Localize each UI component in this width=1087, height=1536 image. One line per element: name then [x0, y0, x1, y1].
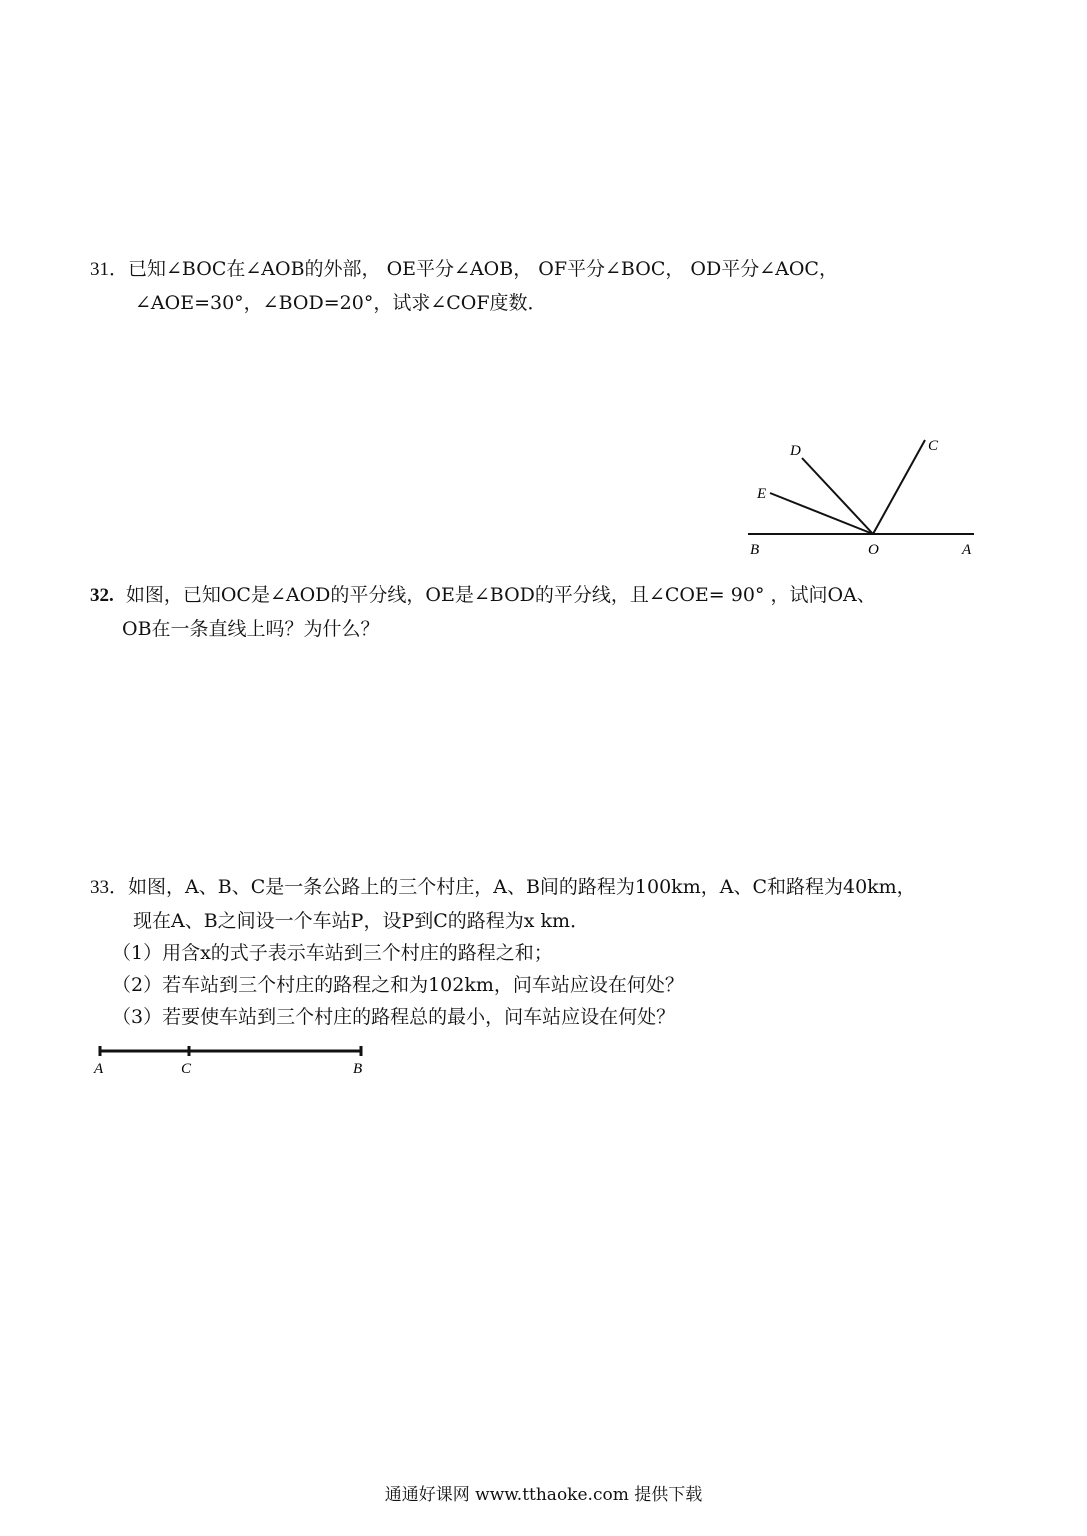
angle-diagram: [740, 430, 1000, 560]
label-D: D: [790, 443, 801, 459]
label-E: E: [757, 486, 767, 502]
q33-line1: [90, 874, 916, 901]
q32-number: 32.: [90, 585, 114, 606]
label-A: A: [962, 542, 972, 558]
page-footer: 通通好课网 www.tthaoke.com 提供下载: [384, 1485, 703, 1505]
q31-text1: 已知∠BOC在∠AOB的外部， OE平分∠AOB， OF平分∠BOC， OD平分∠AOC，: [128, 258, 838, 280]
label-B: B: [750, 542, 760, 558]
label-B2: B: [353, 1061, 363, 1077]
label-O: O: [868, 542, 879, 558]
q31-number: 31．: [90, 259, 129, 280]
q32-line2: OB在一条直线上吗？为什么？: [122, 618, 380, 640]
ray-OE: [770, 493, 873, 534]
q33-text1: 如图，A、B、C是一条公路上的三个村庄，A、B间的路程为100km，A、C和路程为40km，: [128, 876, 916, 898]
label-A2: A: [94, 1061, 104, 1077]
q33-sub2: （2）若车站到三个村庄的路程之和为102km，问车站应设在何处？: [112, 974, 684, 996]
q33-number: 33．: [90, 877, 129, 898]
q32-text1: 如图，已知OC是∠AOD的平分线，OE是∠BOD的平分线，且∠COE= 90° ，试问OA、: [125, 584, 876, 606]
label-C: C: [928, 438, 939, 454]
road-diagram: [88, 1040, 388, 1090]
q31-line1: [90, 256, 838, 283]
q33-sub3: （3）若要使车站到三个村庄的路程总的最小，问车站应设在何处？: [112, 1006, 676, 1028]
label-C2: C: [181, 1061, 192, 1077]
q33-line2: 现在A、B之间设一个车站P，设P到C的路程为x km．: [133, 910, 590, 932]
ray-OD: [802, 458, 873, 534]
q31-line2: ∠AOE=30°，∠BOD=20°，试求∠COF度数．: [135, 292, 547, 314]
q33-sub1: （1）用含x的式子表示车站到三个村庄的路程之和；: [112, 942, 553, 964]
q32-line1: [90, 582, 876, 609]
ray-OC: [873, 440, 925, 534]
